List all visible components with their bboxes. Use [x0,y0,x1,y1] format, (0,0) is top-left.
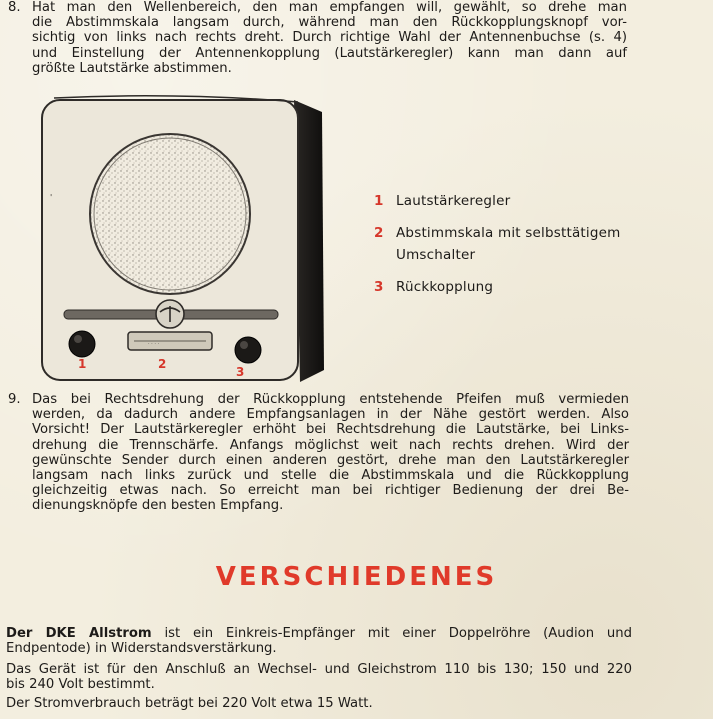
callout-3: 3 [236,365,245,379]
feedback-knob [235,337,261,363]
legend-item [374,190,664,212]
section-9-line: langsam nach links zurück und stelle die Abstimmskala und die Rückkopplung [32,468,629,484]
legend-label: Abstimmskala mit selbsttätigem Umschalter [396,225,621,263]
misc-text: ist ein Einkreis-Empfänger mit einer Doppelröhre (Audion und [151,626,632,641]
misc-paragraph-3 [6,697,632,712]
callout-1: 1 [78,357,87,371]
misc-paragraph-3-line1: Der Stromverbrauch beträgt bei 220 Volt etwa 15 Watt. [6,696,373,711]
section-9-line: Das bei Rechtsdrehung der Rückkopplung entstehende Pfeifen muß vermieden [32,392,629,407]
misc-paragraph-2-line2: bis 240 Volt bestimmt. [6,676,155,692]
section-8-line: größte Lautstärke abstimmen. [32,60,232,76]
section-9-paragraph [8,392,629,514]
section-9-line: werden, da dadurch andere Empfangsanlagen in der Nähe gestört werden. Also [32,407,629,423]
misc-paragraph-2 [6,663,632,692]
section-9-number: 9. [8,392,21,407]
misc-paragraph-1-line1 [6,627,632,642]
section-heading: VERSCHIEDENES [215,562,498,592]
legend-number: 1 [374,193,384,209]
misc-paragraph-2-line1: Das Gerät ist für den Anschluß an Wechsel- und Gleichstrom 110 bis 130; 150 und 220 [6,662,632,677]
section-8-paragraph [8,0,627,76]
section-9-line: dienungsknöpfe den besten Empfang. [32,498,284,514]
section-8-line: sichtig von links nach rechts dreht. Durch richtige Wahl der Antennenbuchse (s. 4) [32,30,627,46]
svg-text:': ' [50,193,53,202]
legend-number: 3 [374,279,384,295]
misc-paragraph-1-line2: Endpentode) in Widerstandsverstärkung. [6,640,277,656]
callout-2: 2 [158,357,167,371]
section-9-line: gewünschte Sender durch einen anderen gestört, drehe man den Lautstärkeregler [32,452,629,468]
legend-item [374,222,664,266]
svg-text:· · · ·: · · · · [148,341,160,347]
legend-number: 2 [374,225,384,241]
product-name: Der DKE Allstrom [6,626,152,641]
legend-item [374,276,664,298]
radio-drawing [36,92,326,387]
radio-illustration [36,92,326,387]
volume-knob [69,331,95,357]
section-8-line: die Abstimmskala langsam durch, während man den Rückkopplungsknopf vor- [32,15,627,31]
misc-paragraph-1 [6,627,632,656]
section-8-number: 8. [8,0,21,15]
section-8-line: und Einstellung der Antennenkopplung (Lautstärkeregler) kann man dann auf [32,45,627,61]
section-9-line: Vorsicht! Der Lautstärkeregler erhöht bei Rechtsdrehung die Lautstärke, bei Links- [32,422,629,438]
figure-legend [374,190,664,308]
section-8-line: Hat man den Wellenbereich, den man empfangen will, gewählt, so drehe man [32,0,627,15]
section-9-line: drehung die Trennschärfe. Anfangs möglichst weit nach rechts drehen. Wird der [32,437,629,453]
legend-label: Lautstärkeregler [396,193,511,209]
speaker-grille [90,134,250,294]
section-9-line: gleichzeitig etwas nach. So erreicht man bei richtiger Bedienung der drei Be- [32,483,629,499]
legend-label: Rückkopplung [396,279,494,295]
